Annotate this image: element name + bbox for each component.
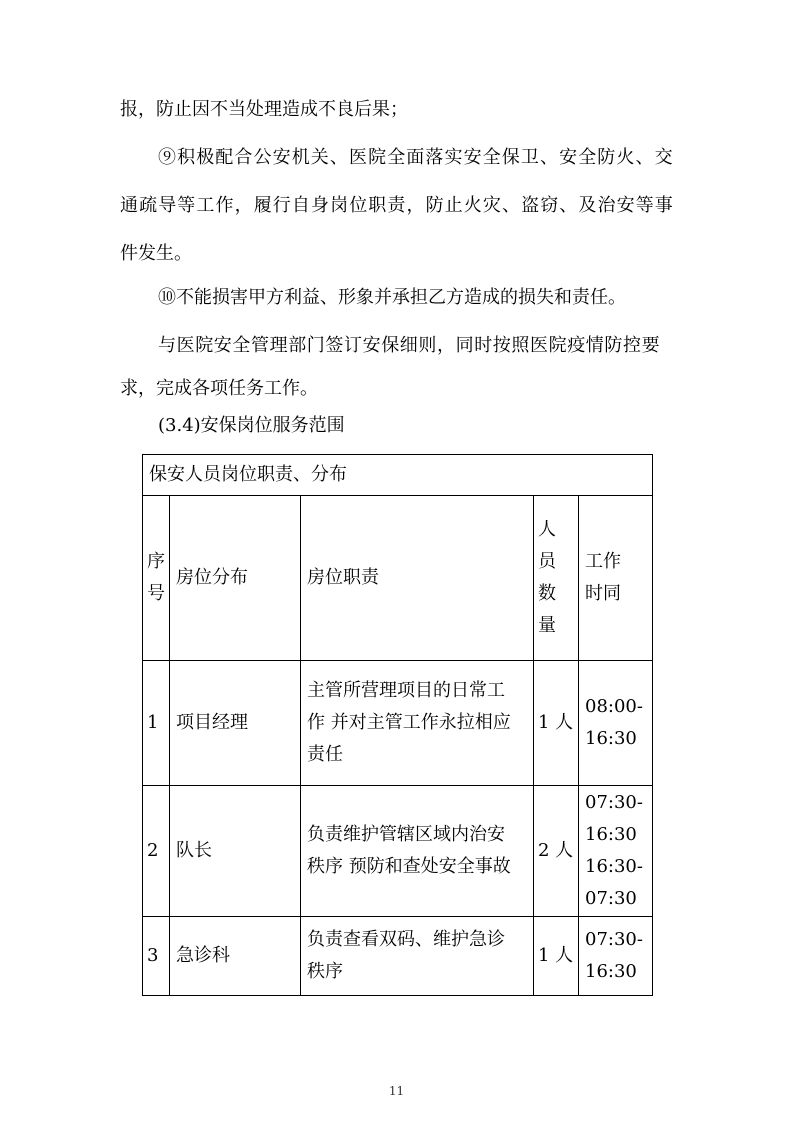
header-count bbox=[534, 496, 579, 661]
row-time-line: 07:30- bbox=[585, 792, 643, 813]
row-no: 2 bbox=[143, 786, 170, 917]
paragraph-line-2: ⑨积极配合公安机关、医院全面落实安全保卫、安全防火、交 bbox=[158, 147, 674, 168]
security-post-table bbox=[142, 454, 653, 996]
row-time-line: 08:00- bbox=[585, 696, 643, 717]
row-time bbox=[579, 917, 653, 996]
row-post: 项目经理 bbox=[170, 661, 301, 786]
table-header-row bbox=[143, 496, 653, 661]
header-no-line: 序 bbox=[147, 551, 165, 572]
header-count-line: 人 bbox=[538, 519, 556, 540]
row-duty-line: 秩序 预防和查处安全事故 bbox=[307, 856, 511, 877]
table-row bbox=[143, 661, 653, 786]
header-no bbox=[143, 496, 170, 661]
row-time-line: 07:30 bbox=[585, 888, 637, 909]
row-post: 急诊科 bbox=[170, 917, 301, 996]
row-no: 3 bbox=[143, 917, 170, 996]
row-time bbox=[579, 786, 653, 917]
row-no: 1 bbox=[143, 661, 170, 786]
header-count-line: 员 bbox=[538, 551, 556, 572]
row-count: 2 人 bbox=[534, 786, 579, 917]
header-time-line: 时同 bbox=[585, 583, 621, 604]
row-duty-line: 负责维护管辖区域内治安 bbox=[307, 824, 505, 845]
row-duty bbox=[301, 786, 534, 917]
row-duty-line: 责任 bbox=[307, 744, 343, 765]
header-time bbox=[579, 496, 653, 661]
row-duty bbox=[301, 661, 534, 786]
row-count: 1 人 bbox=[534, 661, 579, 786]
row-count: 1 人 bbox=[534, 917, 579, 996]
row-duty-line: 作 并对主管工作永拉相应 bbox=[307, 712, 511, 733]
header-duty: 房位职责 bbox=[301, 496, 534, 661]
paragraph-line-4: 件发生。 bbox=[120, 243, 192, 264]
header-count-line: 数 bbox=[538, 583, 556, 604]
table-row bbox=[143, 917, 653, 996]
table-row bbox=[143, 786, 653, 917]
row-duty-line: 秩序 bbox=[307, 961, 343, 982]
row-time-line: 16:30 bbox=[585, 961, 637, 982]
paragraph-line-1: 报，防止因不当处理造成不良后果； bbox=[120, 99, 408, 120]
header-time-line: 工作 bbox=[585, 551, 621, 572]
row-post: 队长 bbox=[170, 786, 301, 917]
row-time-line: 16:30 bbox=[585, 728, 637, 749]
section-heading: (3.4)安保岗位服务范围 bbox=[158, 415, 345, 436]
table-caption: 保安人员岗位职责、分布 bbox=[143, 455, 653, 496]
table-caption-row bbox=[143, 455, 653, 496]
paragraph-line-6: 与医院安全管理部门签订安保细则，同时按照医院疫情防控要 bbox=[158, 335, 661, 356]
row-time-line: 07:30- bbox=[585, 929, 643, 950]
row-duty bbox=[301, 917, 534, 996]
paragraph-line-7: 求，完成各项任务工作。 bbox=[120, 378, 318, 399]
paragraph-line-5: ⑩不能损害甲方利益、形象并承担乙方造成的损失和责任。 bbox=[158, 287, 626, 308]
row-time-line: 16:30 bbox=[585, 824, 637, 845]
row-time-line: 16:30- bbox=[585, 856, 643, 877]
header-count-line: 量 bbox=[538, 615, 556, 636]
row-duty-line: 主管所营理项目的日常工 bbox=[307, 680, 505, 701]
page-number: 11 bbox=[388, 1084, 405, 1098]
row-time bbox=[579, 661, 653, 786]
header-post: 房位分布 bbox=[170, 496, 301, 661]
paragraph-line-3: 通疏导等工作，履行自身岗位职责，防止火灾、盗窃、及治安等事 bbox=[120, 195, 674, 216]
row-duty-line: 负责查看双码、维护急诊 bbox=[307, 929, 505, 950]
header-no-line: 号 bbox=[147, 583, 165, 604]
